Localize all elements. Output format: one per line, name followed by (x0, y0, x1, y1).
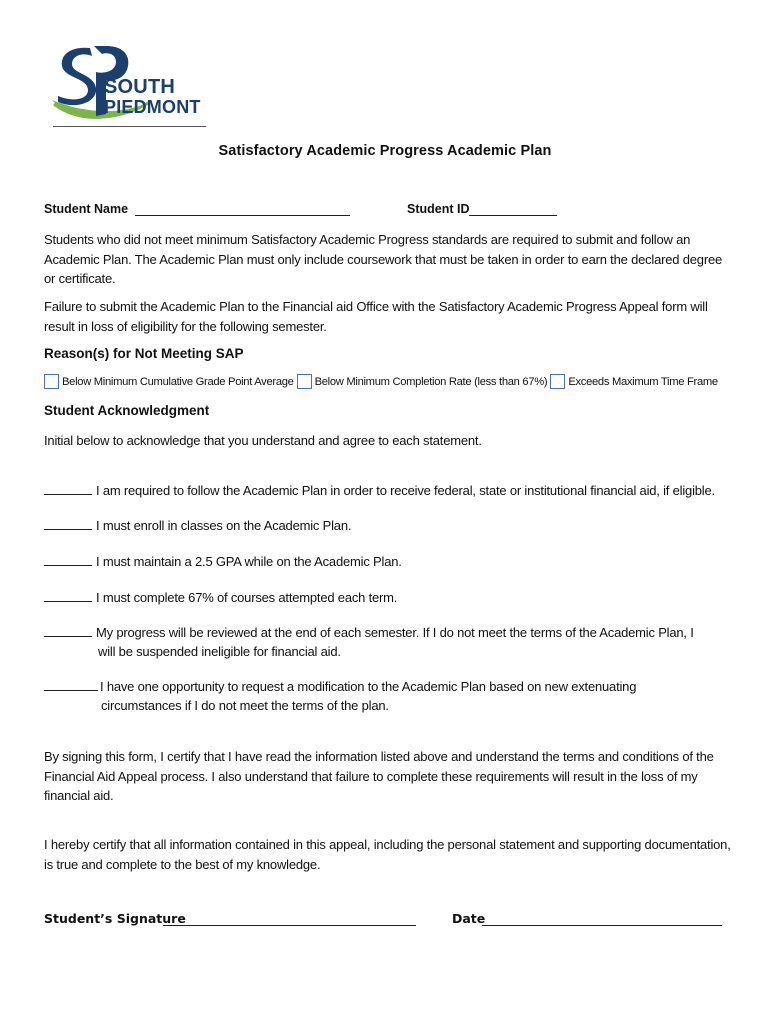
date-label: Date (452, 911, 486, 926)
date-input-line[interactable] (482, 913, 722, 926)
reason-label-max-time-frame: Exceeds Maximum Time Frame (568, 375, 718, 388)
initial-line[interactable] (44, 624, 92, 637)
initial-line[interactable] (44, 482, 92, 495)
acknowledgment-instruction: Initial below to acknowledge that you understand and agree to each statement. (44, 433, 482, 448)
ack-text-continued: will be suspended ineligible for financial aid. (98, 644, 341, 659)
student-name-field (44, 202, 128, 216)
ack-text: I have one opportunity to request a modification to the Academic Plan based on new extenuating (100, 679, 637, 694)
date-field (452, 911, 485, 926)
checkbox-completion-rate[interactable] (297, 374, 312, 389)
ack-item-4 (44, 588, 397, 607)
initial-line[interactable] (44, 517, 92, 530)
logo-text-piedmont: PIEDMONT (104, 97, 201, 117)
acknowledgment-heading: Student Acknowledgment (44, 403, 210, 418)
ack-item-2 (44, 516, 351, 535)
student-id-field (407, 202, 470, 216)
signature-label: Student’s Signature (44, 911, 186, 926)
ack-text-continued: circumstances if I do not meet the terms of the plan. (101, 698, 389, 713)
student-id-input-line[interactable] (469, 203, 557, 216)
reason-label-completion-rate: Below Minimum Completion Rate (less than 67%) (314, 375, 548, 388)
ack-text: I am required to follow the Academic Plan in order to receive federal, state or institutional financial aid, if eligible. (96, 483, 715, 498)
reasons-heading: Reason(s) for Not Meeting SAP (44, 346, 244, 361)
checkbox-max-time-frame[interactable] (550, 374, 565, 389)
logo-text-south: SOUTH (104, 76, 175, 98)
signing-paragraph: By signing this form, I certify that I have read the information listed above and understand the terms and conditions of the Financial Aid Appeal process. I also understand that failure to complete these requirements will result in the loss of my financial aid. (44, 749, 714, 803)
student-name-label: Student Name (44, 202, 129, 216)
initial-line[interactable] (44, 589, 92, 602)
failure-paragraph: Failure to submit the Academic Plan to the Financial aid Office with the Satisfactory Academic Progress Appeal form will result in loss of eligibility for the following semester. (44, 299, 708, 334)
reason-label-gpa: Below Minimum Cumulative Grade Point Average (62, 375, 294, 388)
ack-item-5 (44, 623, 694, 661)
ack-text: I must enroll in classes on the Academic Plan. (96, 518, 352, 533)
initial-line[interactable] (44, 678, 98, 691)
initial-line[interactable] (44, 553, 92, 566)
page-title: Satisfactory Academic Progress Academic Plan (218, 143, 552, 159)
checkbox-gpa[interactable] (44, 374, 59, 389)
signature-input-line[interactable] (163, 913, 416, 926)
ack-item-1 (44, 481, 715, 500)
ack-text: I must maintain a 2.5 GPA while on the Academic Plan. (96, 554, 402, 569)
student-name-input-line[interactable] (135, 203, 350, 216)
reasons-checkbox-row (44, 374, 721, 389)
logo-underline (53, 126, 206, 127)
ack-text: My progress will be reviewed at the end of each semester. If I do not meet the terms of the Academic Plan, I (96, 625, 694, 640)
ack-item-6 (44, 677, 636, 715)
certify-paragraph: I hereby certify that all information contained in this appeal, including the personal statement and supporting documentation, is true and complete to the best of my knowledge. (44, 837, 731, 872)
ack-text: I must complete 67% of courses attempted each term. (96, 590, 398, 605)
student-id-label: Student ID (407, 202, 470, 216)
ack-item-3 (44, 552, 402, 571)
intro-paragraph: Students who did not meet minimum Satisfactory Academic Progress standards are required to submit and follow an Academic Plan. The Academic Plan must only include coursework that must be taken in order to earn the declared degree or certificate. (44, 232, 723, 286)
